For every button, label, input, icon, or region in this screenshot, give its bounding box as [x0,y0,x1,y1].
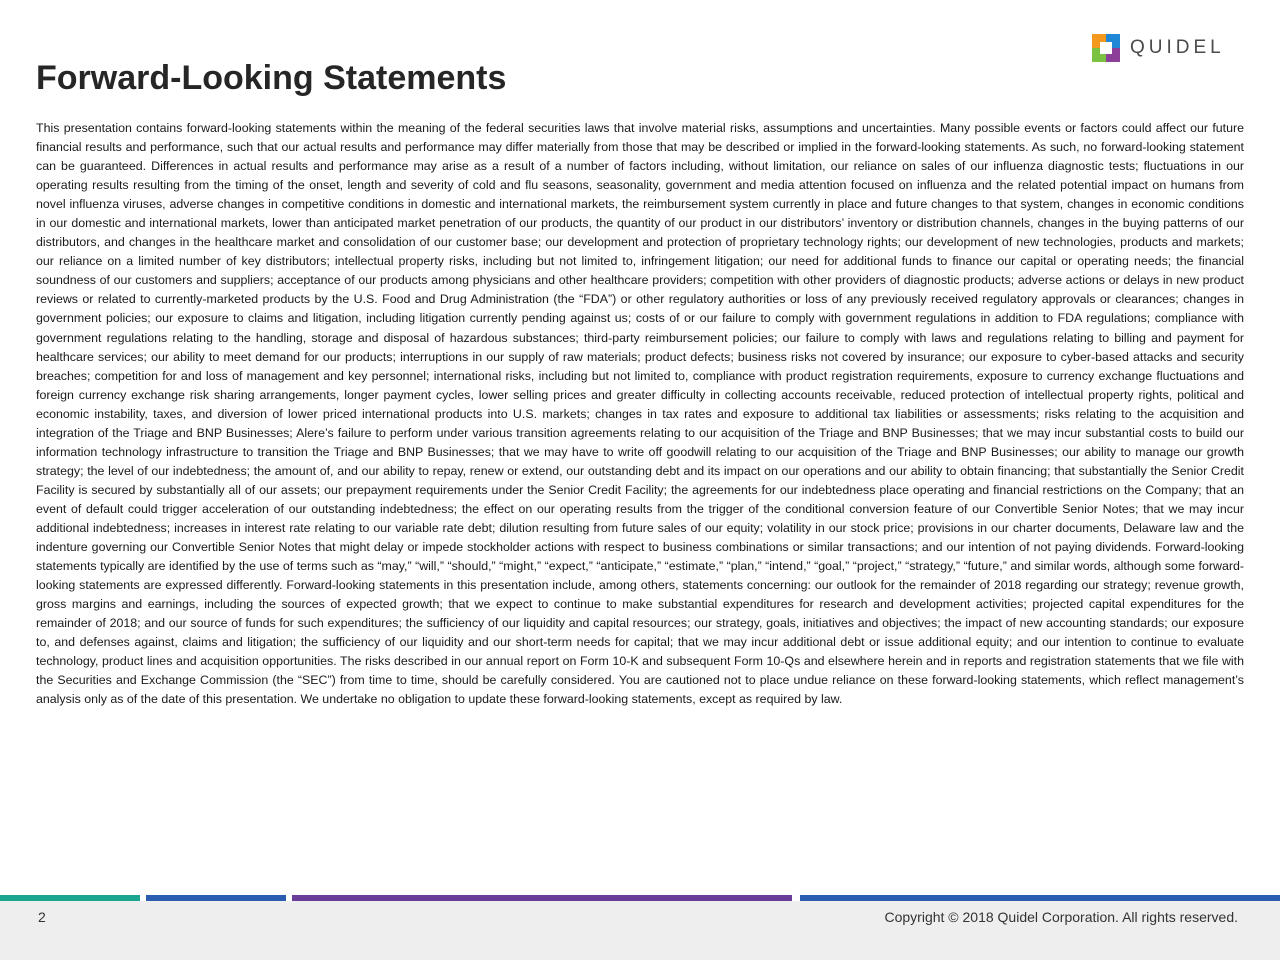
page-number: 2 [38,909,46,925]
footer [0,901,1280,960]
logo-text: QUIDEL [1130,37,1225,58]
quidel-mark-icon [1090,32,1122,64]
quidel-logo [1090,32,1250,66]
disclaimer-paragraph: This presentation contains forward-looking statements within the meaning of the federal securities laws that involve material risks, assumptions and uncertainties. Many possible events or factors could affect our future financial results and performance, such that our actual results and performance may differ materially from those that may be described or implied in the forward-looking statements. As such, no forward-looking statement can be guaranteed. Differences in actual results and performance may arise as a result of a number of factors including, without limitation, our reliance on sales of our influenza diagnostic tests; fluctuations in our operating results resulting from the timing of the onset, length and severity of cold and flu seasons, seasonality, government and media attention focused on influenza and the related potential impact on humans from novel influenza viruses, adverse changes in competitive conditions in domestic and international markets, the reimbursement system currently in place and future changes to that system, changes in economic conditions in our domestic and international markets, lower than anticipated market penetration of our products, the quantity of our product in our distributors’ inventory or distribution channels, changes in the buying patterns of our distributors, and changes in the healthcare market and consolidation of our customer base; our development and protection of proprietary technology rights; our development of new technologies, products and markets; our reliance on a limited number of key distributors; intellectual property risks, including but not limited to, infringement litigation; our need for additional funds to finance our capital or operating needs; the financial soundness of our customers and suppliers; acceptance of our products among physicians and other healthcare providers; competition with other providers of diagnostic products; adverse actions or delays in new product reviews or related to currently-marketed products by the U.S. Food and Drug Administration (the “FDA”) or other regulatory authorities or loss of any previously received regulatory approvals or clearances; changes in government policies; our exposure to claims and litigation, including litigation currently pending against us; costs of or our failure to comply with government regulations in addition to FDA regulations; compliance with government regulations relating to the handling, storage and disposal of hazardous substances; third-party reimbursement policies; our failure to comply with laws and regulations relating to billing and payment for healthcare services; our ability to meet demand for our products; interruptions in our supply of raw materials; product defects; business risks not covered by insurance; our exposure to cyber-based attacks and security breaches; competition for and loss of management and key personnel; international risks, including but not limited to, compliance with product registration requirements, exposure to currency exchange fluctuations and foreign currency exchange risk sharing arrangements, longer payment cycles, lower selling prices and greater difficulty in collecting accounts receivable, reduced protection of intellectual property rights, political and economic instability, taxes, and diversion of lower priced international products into U.S. markets; changes in tax rates and exposure to additional tax liabilities or assessments; risks relating to the acquisition and integration of the Triage and BNP Businesses; Alere’s failure to perform under various transition agreements relating to our acquisition of the Triage and BNP Businesses; that we may incur substantial costs to build our information technology infrastructure to transition the Triage and BNP Businesses; that we may have to write off goodwill relating to our acquisition of the Triage and BNP Businesses; our ability to manage our growth strategy; the level of our indebtedness; the amount of, and our ability to repay, renew or extend, our outstanding debt and its impact on our operations and our ability to obtain financing; that substantially the Senior Credit Facility is secured by substantially all of our assets; our prepayment requirements under the Senior Credit Facility; the agreements for our indebtedness place operating and financial restrictions on the Company; that an event of default could trigger acceleration of our outstanding indebtedness; the effect on our operating results from the trigger of the conditional conversion feature of our Convertible Senior Notes; that we may incur additional indebtedness; increases in interest rate relating to our variable rate debt; dilution resulting from future sales of our equity; volatility in our stock price; provisions in our charter documents, Delaware law and the indenture governing our Convertible Senior Notes that might delay or impede stockholder actions with respect to business combinations or similar transactions; and our intention of not paying dividends. Forward-looking statements typically are identified by the use of terms such as “may,” “will,” “should,” “might,” “expect,” “anticipate,” “estimate,” “plan,” “intend,” “goal,” “project,” “strategy,” “future,” and similar words, although some forward-looking statements are expressed differently. Forward-looking statements in this presentation include, among others, statements concerning: our outlook for the remainder of 2018 regarding our strategy; revenue growth, gross margins and earnings, including the sources of expected growth; that we expect to continue to make substantial expenditures for research and development activities; projected capital expenditures for the remainder of 2018; and our source of funds for such expenditures; the sufficiency of our liquidity and capital resources; our strategy, goals, initiatives and objectives; the impact of new accounting standards; our exposure to, and defenses against, claims and litigation; the sufficiency of our liquidity and our short-term needs for capital; that we may incur additional debt or issue additional equity; and our intention to continue to evaluate technology, product lines and acquisition opportunities. The risks described in our annual report on Form 10-K and subsequent Form 10-Qs and elsewhere herein and in reports and registration statements that we file with the Securities and Exchange Commission (the “SEC”) from time to time, should be carefully considered. You are cautioned not to place undue reliance on these forward-looking statements, which reflect management’s analysis only as of the date of this presentation. We undertake no obligation to update these forward-looking statements, except as required by law. [36,121,1244,707]
page-title: Forward-Looking Statements [36,59,507,97]
copyright-text: Copyright © 2018 Quidel Corporation. All rights reserved. [884,909,1238,925]
